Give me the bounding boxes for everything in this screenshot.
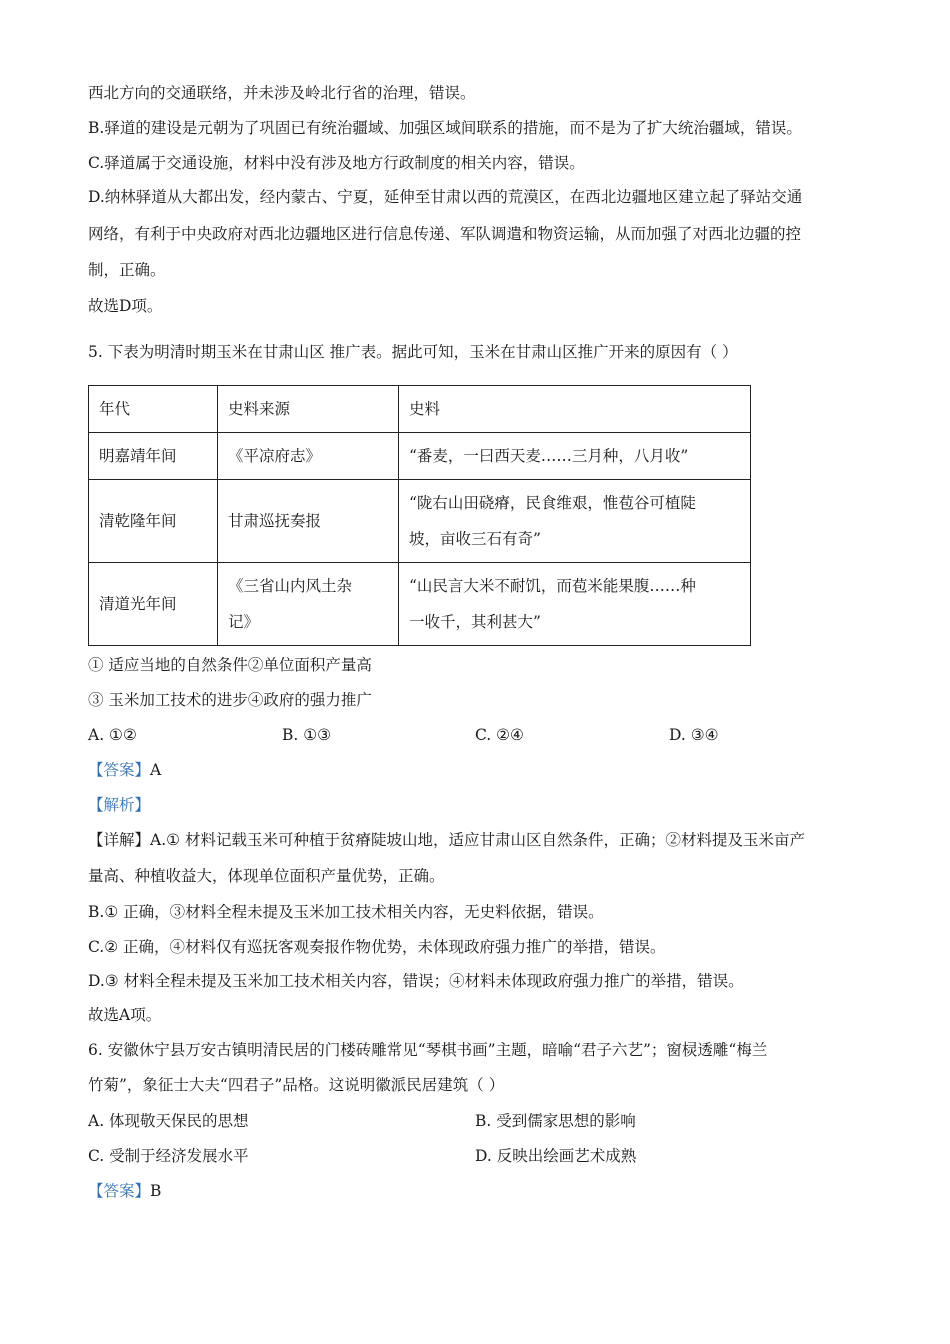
q6-option-a: A. 体现敬天保民的思想 — [88, 1112, 249, 1130]
q5-answer — [88, 759, 161, 781]
table-row — [89, 480, 751, 563]
q5-conclusion: 故选A项。 — [88, 1006, 162, 1024]
row-text — [399, 480, 751, 563]
row-text-line: 一收千，其利甚大” — [409, 613, 541, 631]
q5-statement-2: ③ 玉米加工技术的进步④政府的强力推广 — [88, 691, 372, 709]
analysis-label: 【解析】 — [88, 796, 151, 814]
q5-option-a: A. ①② — [88, 726, 137, 744]
q5-stem: 5. 下表为明清时期玉米在甘肃山区 推广表。据此可知，玉米在甘肃山区推广开来的原因有（ ） — [88, 343, 738, 361]
detail-label: 【详解】 — [88, 831, 151, 849]
row-source — [218, 563, 399, 646]
q5-detail-line1 — [88, 829, 805, 851]
q6-answer — [88, 1180, 161, 1202]
q6-option-d: D. 反映出绘画艺术成熟 — [475, 1147, 637, 1165]
row-source: 甘肃巡抚奏报 — [218, 480, 399, 563]
q5-option-c: C. ②④ — [475, 726, 524, 744]
row-era: 清道光年间 — [89, 563, 218, 646]
q6-stem-line2: 竹菊”，象征士大夫“四君子”品格。这说明徽派民居建筑（ ） — [88, 1076, 505, 1094]
q5-statement-1: ① 适应当地的自然条件②单位面积产量高 — [88, 656, 372, 674]
answer-value: B — [150, 1182, 162, 1200]
q4-analysis-b: B.驿道的建设是元朝为了巩固已有统治疆域、加强区域间联系的措施，而不是为了扩大统治疆域，错误。 — [88, 119, 802, 137]
q5-analysis-b: B.① 正确，③材料全程未提及玉米加工技术相关内容，无史料依据，错误。 — [88, 903, 604, 921]
q5-option-d: D. ③④ — [669, 726, 719, 744]
q5-analysis-c: C.② 正确，④材料仅有巡抚客观奏报作物优势，未体现政府强力推广的举措，错误。 — [88, 938, 666, 956]
q4-analysis-c: C.驿道属于交通设施，材料中没有涉及地方行政制度的相关内容，错误。 — [88, 154, 585, 172]
header-era: 年代 — [89, 386, 218, 433]
row-text-line: 坡，亩收三石有奇” — [409, 530, 541, 548]
q4-analysis-d-line1: D.纳林驿道从大都出发，经内蒙古、宁夏，延伸至甘肃以西的荒漠区，在西北边疆地区建立起了驿站交通 — [88, 188, 803, 206]
q5-analysis-d: D.③ 材料全程未提及玉米加工技术相关内容，错误；④材料未体现政府强力推广的举措，错误。 — [88, 972, 744, 990]
detail-text: A.① 材料记载玉米可种植于贫瘠陡坡山地，适应甘肃山区自然条件，正确；②材料提及玉米亩产 — [150, 831, 805, 849]
row-text — [399, 563, 751, 646]
answer-label: 【答案】 — [88, 1182, 151, 1200]
row-text-line: “陇右山田硗瘠，民食维艰，惟苞谷可植陡 — [409, 494, 696, 512]
header-source: 史料来源 — [218, 386, 399, 433]
table-row — [89, 563, 751, 646]
q4-analysis-d-line2: 网络，有利于中央政府对西北边疆地区进行信息传递、军队调遣和物资运输，从而加强了对西北边疆的控 — [88, 225, 802, 243]
table-row — [89, 433, 751, 480]
q4-conclusion: 故选D项。 — [88, 297, 163, 315]
row-text-line: “山民言大米不耐饥，而苞米能果腹……种 — [409, 577, 696, 595]
q5-history-table — [88, 385, 751, 646]
q5-detail-line2: 量高、种植收益大，体现单位面积产量优势，正确。 — [88, 867, 445, 885]
q5-option-b: B. ①③ — [282, 726, 332, 744]
header-text: 史料 — [399, 386, 751, 433]
q4-analysis-a-continued: 西北方向的交通联络，并未涉及岭北行省的治理，错误。 — [88, 84, 476, 102]
answer-label: 【答案】 — [88, 761, 151, 779]
row-era: 清乾隆年间 — [89, 480, 218, 563]
row-source-line: 《三省山内风土杂 — [228, 577, 353, 595]
q6-option-c: C. 受制于经济发展水平 — [88, 1147, 249, 1165]
row-source-line: 记》 — [228, 613, 260, 631]
row-source: 《平凉府志》 — [218, 433, 399, 480]
q6-stem-line1: 6. 安徽休宁县万安古镇明清民居的门楼砖雕常见“琴棋书画”主题，暗喻“君子六艺”；窗棂透雕“梅兰 — [88, 1041, 768, 1059]
q6-option-b: B. 受到儒家思想的影响 — [475, 1112, 636, 1130]
table-header-row — [89, 386, 751, 433]
row-text: “番麦，一曰西天麦……三月种，八月收” — [399, 433, 751, 480]
answer-value: A — [150, 761, 162, 779]
row-era: 明嘉靖年间 — [89, 433, 218, 480]
q4-analysis-d-line3: 制，正确。 — [88, 261, 166, 279]
q5-analysis-heading — [88, 794, 150, 816]
